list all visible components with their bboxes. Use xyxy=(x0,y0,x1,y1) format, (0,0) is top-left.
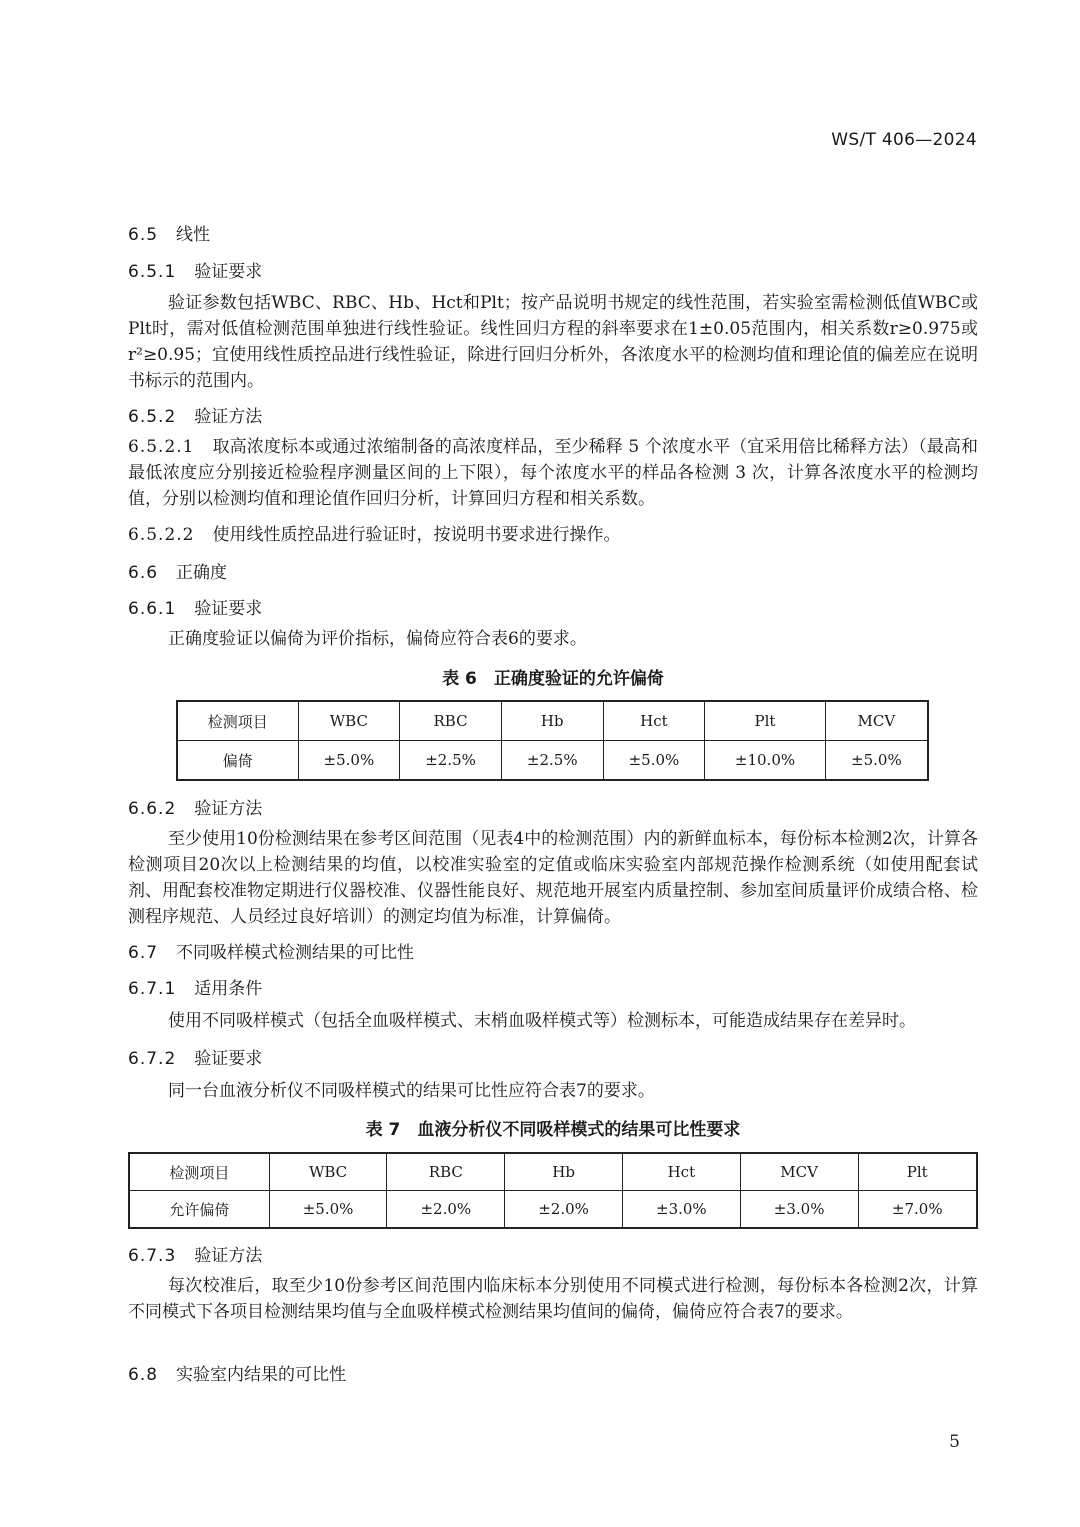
paragraph-text: 取高浓度标本或通过浓缩制备的高浓度样品，至少稀释 5 个浓度水平（宜采用倍比稀释方法）（最高和最低浓度应分别接近检验程序测量区间的上下限），每个浓度水平的样品各检测 3 次，计算各浓度水平的检测均值，分别以检测均值和理论值作回归分析，计算回归方程和相关系数。 xyxy=(128,437,978,509)
section-number: 6.5.2.2 xyxy=(128,525,195,545)
section-title: 线性 xyxy=(176,225,211,245)
section-number: 6.7 xyxy=(128,943,159,963)
section-title: 验证要求 xyxy=(194,599,263,619)
table-cell: ±3.0% xyxy=(622,1191,740,1229)
table-row xyxy=(177,741,928,781)
heading-6-5-1 xyxy=(128,257,262,282)
heading-6-6-1 xyxy=(128,594,262,619)
section-number: 6.6 xyxy=(128,563,159,583)
table-cell: WBC xyxy=(269,1153,387,1191)
table-cell: ±3.0% xyxy=(740,1191,858,1229)
section-title: 验证要求 xyxy=(194,1049,263,1069)
heading-6-7-2 xyxy=(128,1044,262,1069)
paragraph-6-5-1: 验证参数包括WBC、RBC、Hb、Hct和Plt；按产品说明书规定的线性范围，若实验室需检测低值WBC或Plt时，需对低值检测范围单独进行线性验证。线性回归方程的斜率要求在1±0.05范围内，相关系数r≥0.975或r²≥0.95；宜使用线性质控品进行线性验证，除进行回归分析外，各浓度水平的检测均值和理论值的偏差应在说明书标示的范围内。 xyxy=(128,293,978,391)
heading-6-8 xyxy=(128,1360,346,1385)
section-title: 验证方法 xyxy=(194,1246,263,1266)
section-title: 验证方法 xyxy=(194,799,263,819)
table-cell: Hct xyxy=(622,1153,740,1191)
table-cell: 检测项目 xyxy=(129,1153,269,1191)
table-7 xyxy=(128,1152,978,1229)
table-7-caption: 表 7 血液分析仪不同吸样模式的结果可比性要求 xyxy=(365,1120,741,1140)
paragraph-6-6-2: 至少使用10份检测结果在参考区间范围（见表4中的检测范围）内的新鲜血标本，每份标本检测2次，计算各检测项目20次以上检测结果的均值，以校准实验室的定值或临床实验室内部规范操作检测系统（如使用配套试剂、用配套校准物定期进行仪器校准、仪器性能良好、规范地开展室内质量控制、参加室间质量评价成绩合格、检测程序规范、人员经过良好培训）的测定均值为标准，计算偏倚。 xyxy=(128,829,978,927)
table-cell: WBC xyxy=(298,701,400,741)
table-cell: RBC xyxy=(400,701,502,741)
section-number: 6.5.1 xyxy=(128,262,177,282)
section-title: 正确度 xyxy=(176,563,228,583)
section-number: 6.8 xyxy=(128,1365,159,1385)
table-cell: ±5.0% xyxy=(298,741,400,781)
table-row xyxy=(129,1191,977,1229)
table-cell: 允许偏倚 xyxy=(129,1191,269,1229)
table-cell: ±5.0% xyxy=(603,741,705,781)
section-title: 适用条件 xyxy=(194,979,263,999)
paragraph-6-7-2: 同一台血液分析仪不同吸样模式的结果可比性应符合表7的要求。 xyxy=(168,1081,655,1101)
section-number: 6.5 xyxy=(128,225,159,245)
section-title: 不同吸样模式检测结果的可比性 xyxy=(176,943,415,963)
table-cell: ±5.0% xyxy=(269,1191,387,1229)
standard-code: WS/T 406—2024 xyxy=(831,130,977,150)
section-title: 验证方法 xyxy=(194,407,263,427)
table-6 xyxy=(176,700,929,781)
paragraph-text: 使用线性质控品进行验证时，按说明书要求进行操作。 xyxy=(212,525,621,545)
section-title: 实验室内结果的可比性 xyxy=(176,1365,347,1385)
heading-6-7 xyxy=(128,938,414,963)
table-cell: MCV xyxy=(825,701,928,741)
section-number: 6.7.2 xyxy=(128,1049,177,1069)
section-number: 6.6.1 xyxy=(128,599,177,619)
table-6-caption: 表 6 正确度验证的允许偏倚 xyxy=(442,669,664,689)
section-number: 6.6.2 xyxy=(128,799,177,819)
heading-6-6-2 xyxy=(128,794,262,819)
paragraph-6-7-3: 每次校准后，取至少10份参考区间范围内临床标本分别使用不同模式进行检测，每份标本各检测2次，计算不同模式下各项目检测结果均值与全血吸样模式检测结果均值间的偏倚，偏倚应符合表7的要求。 xyxy=(128,1276,978,1322)
table-header-row xyxy=(129,1153,977,1191)
table-header-row xyxy=(177,701,928,741)
section-number: 6.5.2 xyxy=(128,407,177,427)
table-cell: ±7.0% xyxy=(858,1191,977,1229)
table-cell: 偏倚 xyxy=(177,741,298,781)
table-cell: 检测项目 xyxy=(177,701,298,741)
heading-6-7-1 xyxy=(128,974,262,999)
paragraph-6-7-1: 使用不同吸样模式（包括全血吸样模式、末梢血吸样模式等）检测标本，可能造成结果存在差异时。 xyxy=(168,1011,916,1031)
table-cell: ±5.0% xyxy=(825,741,928,781)
table-cell: ±2.5% xyxy=(400,741,502,781)
heading-6-5-2 xyxy=(128,402,262,427)
table-cell: Hct xyxy=(603,701,705,741)
table-cell: RBC xyxy=(387,1153,505,1191)
heading-6-7-3 xyxy=(128,1241,262,1266)
table-cell: ±10.0% xyxy=(705,741,825,781)
table-cell: Hb xyxy=(501,701,603,741)
table-cell: ±2.0% xyxy=(387,1191,505,1229)
table-cell: Plt xyxy=(705,701,825,741)
section-number: 6.7.3 xyxy=(128,1246,177,1266)
table-cell: Hb xyxy=(505,1153,623,1191)
section-title: 验证要求 xyxy=(194,262,263,282)
paragraph-6-6-1: 正确度验证以偏倚为评价指标，偏倚应符合表6的要求。 xyxy=(168,629,587,649)
section-number: 6.5.2.1 xyxy=(128,437,195,457)
section-number: 6.7.1 xyxy=(128,979,177,999)
table-cell: ±2.0% xyxy=(505,1191,623,1229)
heading-6-5 xyxy=(128,220,210,245)
paragraph-6-5-2-2 xyxy=(128,522,978,548)
paragraph-6-5-2-1 xyxy=(128,434,978,512)
table-cell: MCV xyxy=(740,1153,858,1191)
page-number: 5 xyxy=(949,1432,960,1452)
table-cell: ±2.5% xyxy=(501,741,603,781)
heading-6-6 xyxy=(128,558,227,583)
table-cell: Plt xyxy=(858,1153,977,1191)
